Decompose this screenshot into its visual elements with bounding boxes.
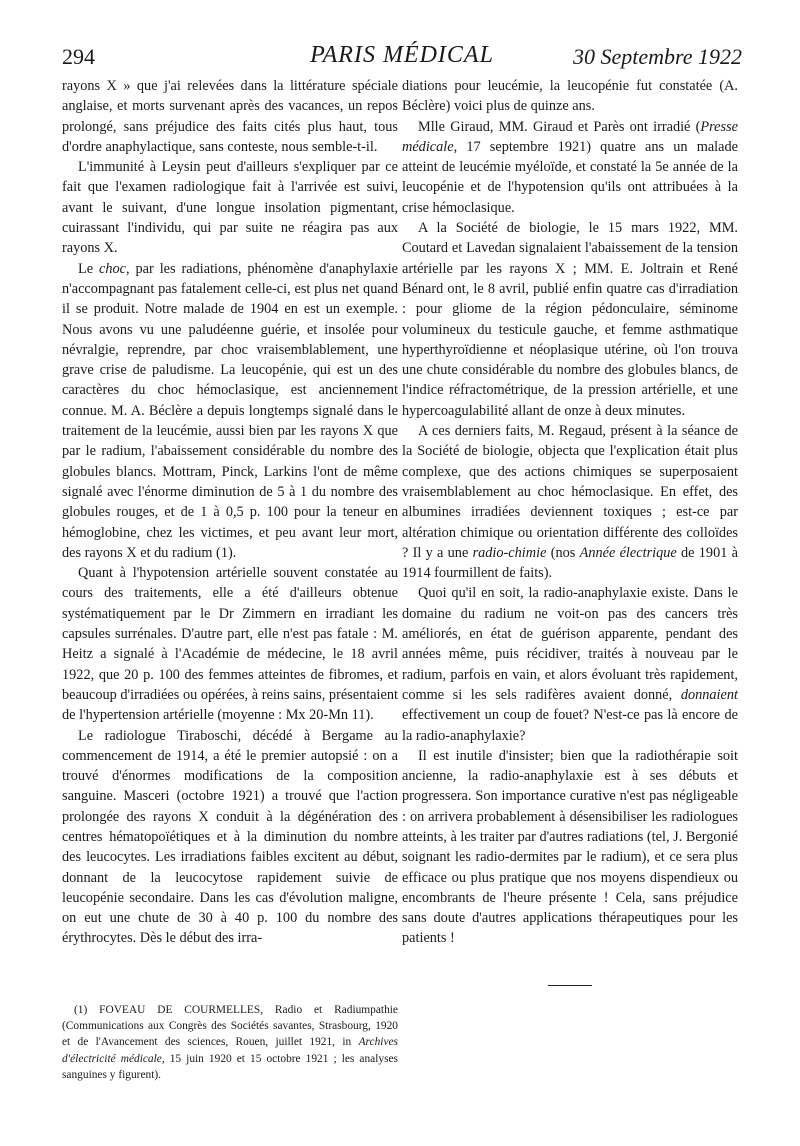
paragraph: Le radiologue Tiraboschi, décédé à Bergame au commencement de 1914, a été le premier autopsié : on a trouvé d'énormes modifications de la composition sanguine. Masceri (octobre 1921) a trouvé que l'action prolongée des rayons X conduit à la dégénération des centres hématopoïétiques et à la diminution du nombre des leucocytes. Les irradiations faibles excitent au début, donnant de la leucocytose rapidement suivie de leucopénie secondaire. Dans les cas d'évolution maligne, on eut une chute de 30 à 40 p. 100 du nombre des érythrocytes. Dès le début des irra- — [62, 727, 398, 947]
paragraph: Quoi qu'il en soit, la radio-anaphylaxie existe. Dans le domaine du radium ne voit-on pas des cancers très améliorés, en état de guérison apparente, pendant des années même, puis récidiver, traités à nouveau par le radium, parfois en vain, et alors évoluant très rapidement, comme si les sels radifères avaient donné, donnaient effectivement un coup de fouet? N'est-ce pas là encore de la radio-anaphylaxie? — [402, 585, 738, 744]
paragraph: Le choc, par les radiations, phénomène d'anaphylaxie n'accompagnant pas fatalement celle-ci, est plus net quand il se produit. Notre malade de 1904 en est un exemple. Nous avons vu une paludéenne guérie, et insolée pour névralgie, reprendre, par choc vraisemblablement, une grave crise de paludisme. La leucopénie, qui est un des caractères du choc hémoclasique, est anciennement connue. M. A. Béclère a depuis longtemps signalé dans le traitement de la leucémie, aussi bien par les rayons X que par le radium, l'abaissement considérable du nombre des globules blancs. Mottram, Pinck, Larkins l'ont de même signalé avec l'énorme diminution de 5 à 1 du nombre des globules rouges, et de 1 à 0,5 p. 100 pour la teneur en hémoglobine, chez les victimes, et peu avant leur mort, des rayons X et du radium (1). — [62, 260, 399, 561]
page-header — [62, 42, 742, 76]
page-number: 294 — [62, 44, 95, 69]
paragraph: rayons X » que j'ai relevées dans la littérature spéciale anglaise, et morts survenant après des vacances, un repos prolongé, sans préjudice des faits cités plus haut, tous d'ordre anaphylactique, sans conteste, nous semble-t-il. — [62, 78, 398, 155]
paragraph: A la Société de biologie, le 15 mars 1922, MM. Coutard et Lavedan signalaient l'abaissement de la tension artérielle par les rayons X ; MM. E. Joltrain et René Bénard ont, le 8 avril, publié enfin quatre cas d'irradiation : pour gliome de la région pédonculaire, séminome volumineux du testicule gauche, et femme asthmatique hyperthyroïdienne et néoplasique utérine, où l'on trouva une chute considérable du nombre des globules blancs, de l'indice réfractométrique, de la pression artérielle, et une hypercoagulabilité allant de onze à deux minutes. — [402, 220, 738, 419]
paragraph: A ces derniers faits, M. Regaud, présent à la séance de la Société de biologie, objecta que l'explication était plus complexe, que des actions chimiques se superposaient vraisemblablement au choc hémoclasique. En effet, des albumines irradiées deviennent toxiques ; est-ce par altération chimique ou orientation différente des colloïdes ? Il y a une radio-chimie (nos Année électrique de 1901 à 1914 fourmillent de faits). — [402, 423, 738, 582]
paragraph: diations pour leucémie, la leucopénie fut constatée (A. Béclère) voici plus de quinze ans. — [402, 78, 738, 115]
paragraph: L'immunité à Leysin peut d'ailleurs s'expliquer par ce fait que l'examen radiologique fait à l'arrivée est suivi, avant le suivant, d'une longue insolation pigmentant, cuirassant l'individu, qui par suite ne réagira pas aux rayons X. — [62, 159, 398, 257]
paragraph: Il est inutile d'insister; bien que la radiothérapie soit ancienne, la radio-anaphylaxie est à ses débuts et progressera. Son importance curative n'est pas négligeable : on arrivera probablement à désensibiliser les radiologues atteints, à les traiter par d'autres radiations (tel, J. Bergonié soignant les radio-dermites par le radium), et ce sera plus efficace ou plus pratique que nos moyens dispendieux ou encombrants de l'heure présente ! Cela, sans préjudice sans doute d'autres applications thérapeutiques pour les patients ! — [402, 747, 738, 947]
issue-date: 30 Septembre 1922 — [572, 44, 742, 69]
end-rule — [548, 985, 592, 986]
paragraph: Mlle Giraud, MM. Giraud et Parès ont irradié (Presse médicale, 17 septembre 1921) quatre ans un malade atteint de leucémie myéloïde, et constaté la 5e année de la leucopénie et de l'hypotension qu'ils ont attribuées à la crise hémoclasique. — [402, 118, 738, 216]
right-column — [402, 76, 738, 949]
footnote: (1) FOVEAU DE COURMELLES, Radio et Radiumpathie (Communications aux Congrès des Sociétés savantes, Strasbourg, 1920 et de l'Avancement des sciences, Rouen, juillet 1921, in Archives d'électricité médicale, 15 juin 1920 et 15 octobre 1921 ; les analyses sanguines y figurent). — [62, 1004, 398, 1081]
journal-title: PARIS MÉDICAL — [310, 42, 494, 68]
left-column — [62, 76, 398, 949]
paragraph: Quant à l'hypotension artérielle souvent constatée au cours des traitements, elle a été d'ailleurs obtenue systématiquement par le Dr Zimmern en irradiant les capsules surrénales. D'autre part, elle n'est pas fatale : M. Heitz a signalé à l'Académie de médecine, le 18 avril 1922, que 20 p. 100 des femmes atteintes de fibromes, et beaucoup d'irradiées ou opérées, à reins sains, présentaient de l'hypertension artérielle (moyenne : Mx 20-Mn 11). — [62, 565, 398, 724]
